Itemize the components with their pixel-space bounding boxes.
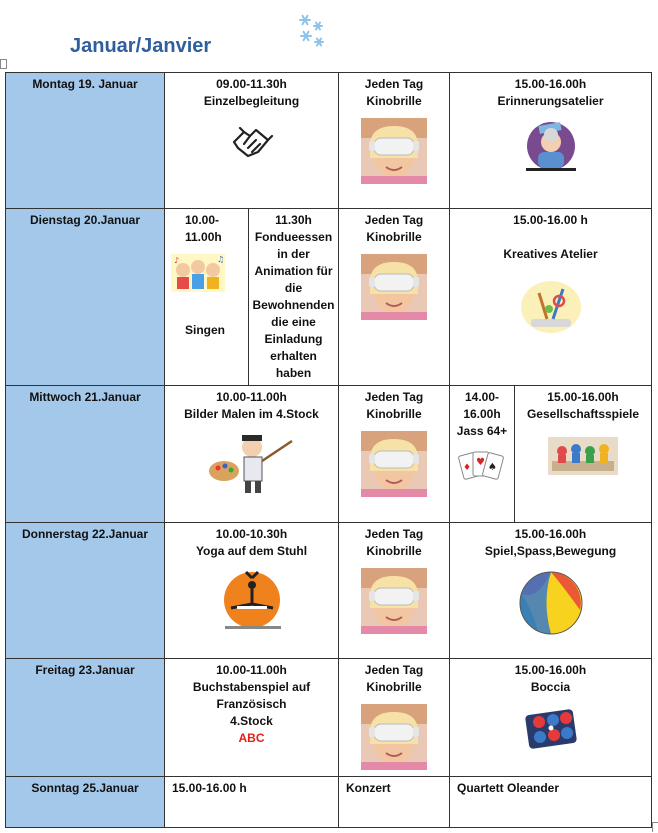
svg-text:♦: ♦ [463,463,472,473]
board-game-icon [548,437,618,475]
activity-title: Singen [185,323,226,337]
kinobrille-cell [339,523,450,659]
activity-title: Boccia [530,680,571,694]
vr-headset-photo [361,704,427,770]
table-row [6,659,652,777]
weekly-schedule-table [5,72,652,828]
table-row [6,777,652,828]
vr-headset-photo [361,431,427,497]
table-anchor-marker[interactable] [0,59,7,69]
activity-line: Bewohnenden [252,298,335,312]
day-label: Donnerstag 22.Januar [6,523,165,659]
activity-time: 10.00-10.30h [215,527,288,541]
activity-cell [450,73,652,209]
activity-title: Französisch [216,697,287,711]
kino-label: Jeden Tag [364,390,424,404]
activity-time: 09.00-11.30h [216,77,287,91]
activity-time: 15.00-16.00h [514,663,587,677]
activity-line: die [284,281,303,295]
day-label: Freitag 23.Januar [6,659,165,777]
table-row [6,209,652,386]
activity-line: erhalten [270,349,317,363]
kino-label: Kinobrille [366,544,422,558]
activity-title: Jass 64+ [456,424,508,438]
activity-title: Buchstabenspiel auf [192,680,311,694]
boccia-set-icon [523,704,579,752]
activity-time: 11.30h [275,213,312,227]
activity-title: 4.Stock [230,714,273,728]
svg-text:♪: ♪ [174,256,180,265]
kinobrille-cell [339,659,450,777]
activity-time: 15.00-16.00 h [513,213,588,227]
activity-title: Kreatives Atelier [503,247,598,261]
activity-line: die eine [271,315,316,329]
activity-cell [450,386,515,523]
vr-headset-photo [361,254,427,320]
craft-supplies-icon [519,279,583,335]
activity-time: 15.00-16.00h [514,527,587,541]
activity-time: 10.00-11.00h [216,663,287,677]
activity-time: 10.00-11.00h [216,390,287,404]
activity-line: Einladung [264,332,323,346]
kino-label: Kinobrille [366,680,422,694]
activity-title: Gesellschaftsspiele [526,407,640,421]
helping-hands-icon [228,118,276,166]
activity-cell [450,523,652,659]
activity-cell [249,209,339,386]
activity-title: Einzelbegleitung [203,94,300,108]
performer-cell: Quartett Oleander [450,777,652,828]
beach-ball-icon [518,570,584,636]
activity-cell [165,523,339,659]
day-label: Dienstag 20.Januar [6,209,165,386]
painter-icon [206,427,298,497]
svg-text:♥: ♥ [476,457,485,468]
playing-cards-icon [457,448,507,484]
kino-label: Jeden Tag [364,663,424,677]
kinobrille-cell [339,73,450,209]
activity-line: Animation für [254,264,333,278]
table-row [6,386,652,523]
kinobrille-cell [339,209,450,386]
activity-cell [165,659,339,777]
activity-cell [450,209,652,386]
activity-line: haben [275,366,312,380]
activity-title: Erinnerungsatelier [497,94,604,108]
page-title: Januar/Janvier [70,35,212,57]
vr-headset-photo [361,568,427,634]
activity-cell [515,386,652,523]
activity-cell [450,659,652,777]
activity-title: Spiel,Spass,Bewegung [484,544,617,558]
kino-label: Kinobrille [366,94,422,108]
abc-label: ABC [238,731,265,745]
concert-cell: Konzert [339,777,450,828]
table-row [6,73,652,209]
kino-label: Jeden Tag [364,77,424,91]
kino-label: Jeden Tag [364,213,424,227]
activity-time: 15.00-16.00h [547,390,619,404]
day-label: Sonntag 25.Januar [6,777,165,828]
table-row [6,523,652,659]
activity-title: Yoga auf dem Stuhl [195,544,308,558]
activity-cell [165,73,339,209]
activity-line: Fondueessen [254,230,333,244]
chair-yoga-icon [217,570,287,634]
activity-time: 14.00-16.00h [463,390,501,421]
page-corner-marker [652,822,658,832]
activity-cell [165,386,339,523]
singing-kids-icon [171,254,225,292]
svg-text:♫: ♫ [217,255,225,264]
memory-grandma-icon [520,118,582,174]
snowflakes-icon [296,12,330,50]
kinobrille-cell [339,386,450,523]
concert-time-cell: 15.00-16.00 h [165,777,339,828]
activity-time: 10.00-11.00h [185,213,222,244]
activity-cell [165,209,249,386]
day-label: Mittwoch 21.Januar [6,386,165,523]
kino-label: Jeden Tag [364,527,424,541]
kino-label: Kinobrille [366,230,422,244]
activity-title: Bilder Malen im 4.Stock [184,407,319,421]
svg-text:♠: ♠ [488,462,497,473]
vr-headset-photo [361,118,427,184]
activity-time: 15.00-16.00h [514,77,587,91]
kino-label: Kinobrille [366,407,422,421]
day-label: Montag 19. Januar [6,73,165,209]
activity-line: in der [277,247,310,261]
